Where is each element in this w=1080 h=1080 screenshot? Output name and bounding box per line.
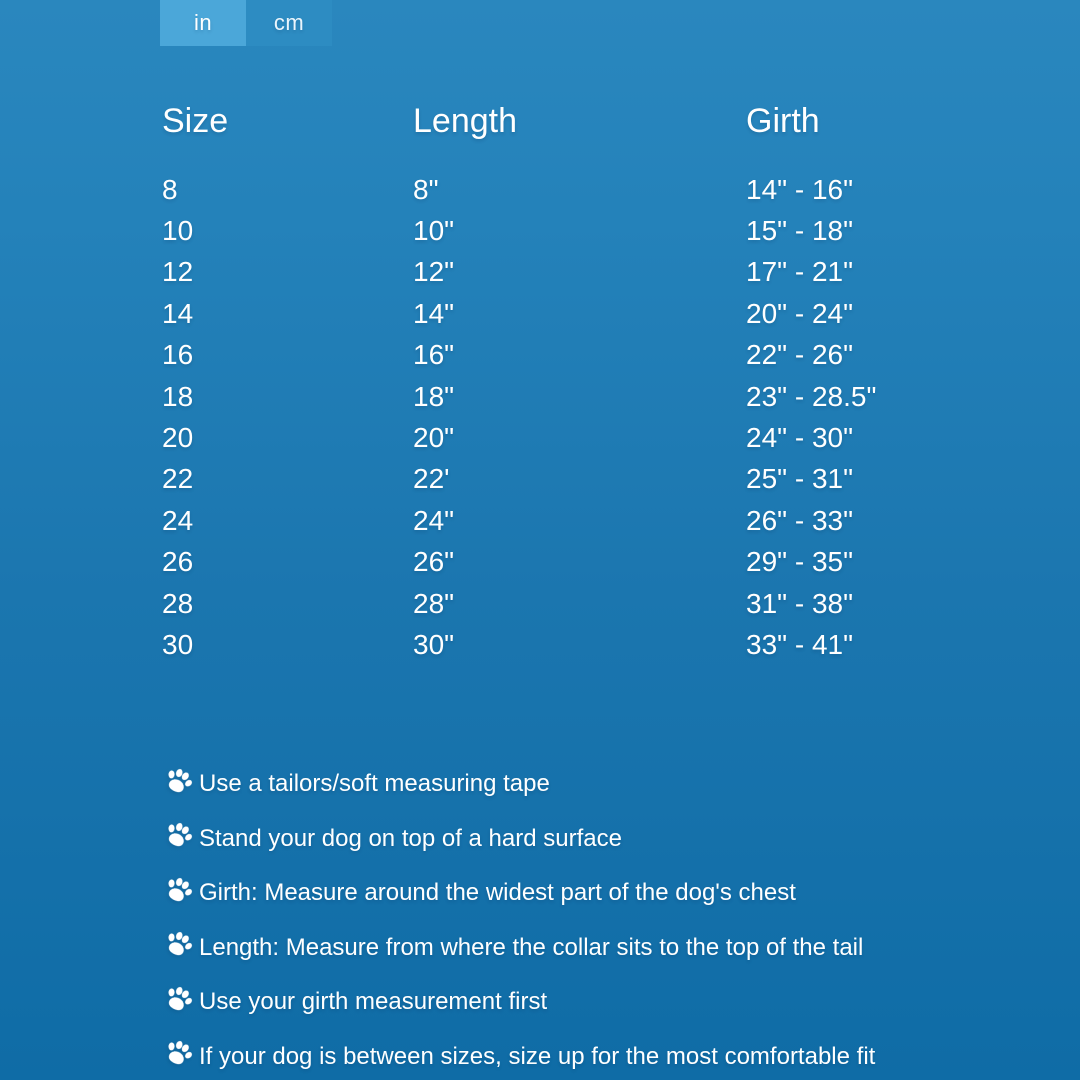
table-row xyxy=(162,252,876,293)
paw-icon xyxy=(156,977,200,1021)
cell-size: 8 xyxy=(162,173,178,205)
tip-text: Use your girth measurement first xyxy=(199,988,548,1016)
cell-length: 14" xyxy=(413,297,455,329)
table-row xyxy=(162,376,876,417)
cell-length: 20" xyxy=(413,422,455,454)
table-row xyxy=(162,583,876,624)
cell-length: 16" xyxy=(413,339,455,371)
cell-length: 18" xyxy=(413,380,455,412)
table-row xyxy=(162,417,876,458)
size-chart-body xyxy=(162,169,876,666)
table-row xyxy=(162,335,876,376)
cell-length: 12" xyxy=(413,256,455,288)
tip-text: Length: Measure from where the collar sits to the top of the tail xyxy=(199,933,864,961)
cell-size: 28 xyxy=(162,587,194,619)
cell-girth: 31" - 38" xyxy=(746,587,854,619)
tab-unit-cm[interactable]: cm xyxy=(246,0,332,46)
cell-size: 26 xyxy=(162,546,194,578)
cell-length: 8" xyxy=(413,173,439,205)
column-header-length: Length xyxy=(413,102,517,140)
paw-icon xyxy=(156,923,200,967)
cell-girth: 20" - 24" xyxy=(746,297,854,329)
cell-girth: 17" - 21" xyxy=(746,256,854,288)
table-row xyxy=(162,542,876,583)
cell-length: 30" xyxy=(413,628,455,660)
cell-girth: 29" - 35" xyxy=(746,546,854,578)
table-row xyxy=(162,293,876,334)
cell-size: 18 xyxy=(162,380,194,412)
column-header-girth: Girth xyxy=(746,102,820,140)
cell-size: 10 xyxy=(162,215,194,247)
paw-icon xyxy=(156,814,200,858)
tip-text: Stand your dog on top of a hard surface xyxy=(199,824,622,852)
unit-toggle xyxy=(160,0,332,46)
list-item xyxy=(162,875,875,911)
cell-girth: 23" - 28.5" xyxy=(746,380,877,412)
cell-girth: 26" - 33" xyxy=(746,504,854,536)
list-item xyxy=(162,1039,875,1075)
tab-unit-in[interactable]: in xyxy=(160,0,246,46)
cell-size: 16 xyxy=(162,339,194,371)
tip-text: If your dog is between sizes, size up for the most comfortable fit xyxy=(199,1042,876,1070)
cell-length: 24" xyxy=(413,504,455,536)
column-header-size: Size xyxy=(162,102,229,140)
cell-size: 20 xyxy=(162,422,194,454)
cell-girth: 14" - 16" xyxy=(746,173,854,205)
paw-icon xyxy=(156,759,200,803)
list-item xyxy=(162,766,875,802)
cell-length: 28" xyxy=(413,587,455,619)
cell-girth: 25" - 31" xyxy=(746,463,854,495)
list-item xyxy=(162,930,875,966)
list-item xyxy=(162,821,875,857)
table-row xyxy=(162,210,876,251)
paw-icon xyxy=(156,868,200,912)
size-chart-header xyxy=(162,99,820,143)
cell-size: 24 xyxy=(162,504,194,536)
cell-girth: 22" - 26" xyxy=(746,339,854,371)
cell-length: 22' xyxy=(413,463,450,495)
cell-girth: 33" - 41" xyxy=(746,628,854,660)
cell-size: 22 xyxy=(162,463,194,495)
table-row xyxy=(162,624,876,665)
cell-length: 10" xyxy=(413,215,455,247)
table-row xyxy=(162,500,876,541)
cell-girth: 24" - 30" xyxy=(746,422,854,454)
cell-size: 12 xyxy=(162,256,194,288)
cell-size: 30 xyxy=(162,628,194,660)
cell-girth: 15" - 18" xyxy=(746,215,854,247)
cell-length: 26" xyxy=(413,546,455,578)
table-row xyxy=(162,169,876,210)
tip-text: Girth: Measure around the widest part of the dog's chest xyxy=(199,879,796,907)
table-row xyxy=(162,459,876,500)
cell-size: 14 xyxy=(162,297,194,329)
list-item xyxy=(162,984,875,1020)
tip-text: Use a tailors/soft measuring tape xyxy=(199,770,550,797)
paw-icon xyxy=(156,1032,200,1076)
measuring-tips xyxy=(162,766,875,1080)
